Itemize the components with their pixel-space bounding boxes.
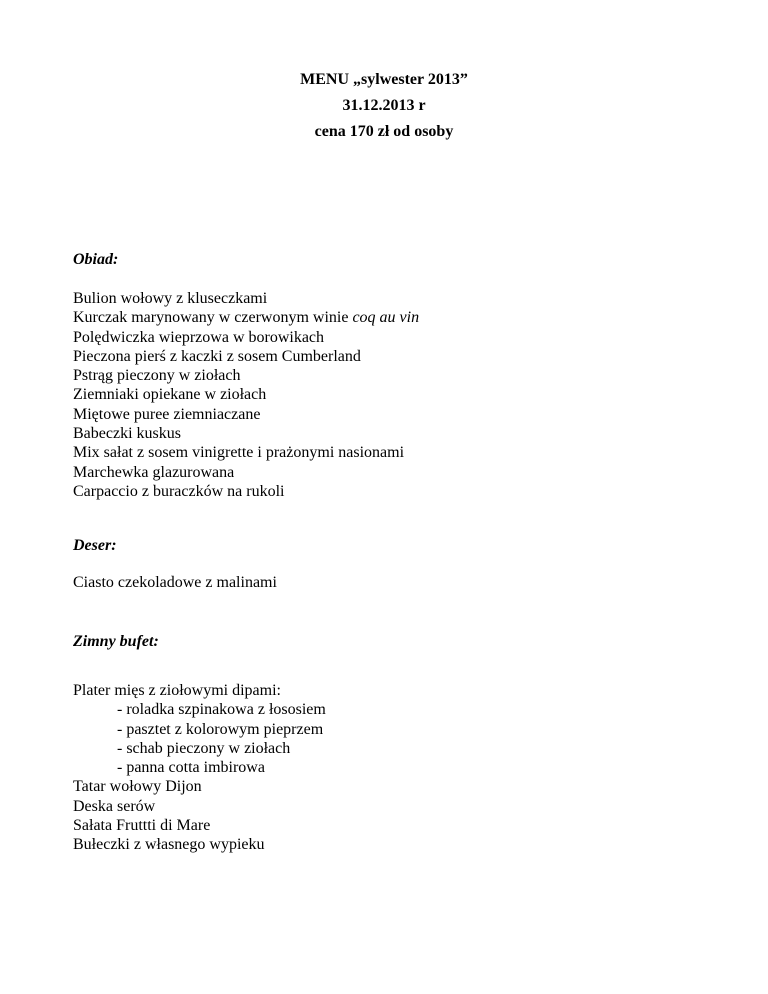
list-item: Plater mięs z ziołowymi dipami:	[73, 682, 281, 699]
list-item: Carpaccio z buraczków na rukoli	[73, 482, 285, 500]
list-item: Pieczona pierś z kaczki z sosem Cumberland	[73, 347, 361, 365]
list-item: Babeczki kuskus	[73, 425, 181, 443]
list-item: Marchewka glazurowana	[73, 463, 235, 481]
menu-header	[0, 67, 768, 145]
list-item-text: Kurczak marynowany w czerwonym winie	[73, 309, 353, 327]
menu-date: 31.12.2013 r	[342, 97, 426, 114]
list-item: Pstrąg pieczony w ziołach	[73, 367, 241, 385]
bufet-list	[73, 681, 326, 855]
list-item: Polędwiczka wieprzowa w borowikach	[73, 328, 325, 346]
list-subitem: - schab pieczony w ziołach	[117, 739, 291, 757]
list-item-italic: coq au vin	[352, 309, 420, 327]
list-item: Miętowe puree ziemniaczane	[73, 405, 261, 423]
list-subitem: - panna cotta imbirowa	[117, 759, 265, 777]
list-item: Bulion wołowy z kluseczkami	[73, 290, 268, 307]
list-item: Sałata Fruttti di Mare	[73, 817, 211, 835]
list-subitem: - pasztet z kolorowym pieprzem	[117, 720, 324, 738]
list-subitem: - roladka szpinakowa z łososiem	[117, 701, 326, 719]
list-item: Deska serów	[73, 797, 156, 815]
list-item: Tatar wołowy Dijon	[73, 778, 202, 796]
list-item	[73, 308, 419, 327]
list-item: Ciasto czekoladowe z malinami	[73, 574, 277, 591]
section-title-obiad: Obiad:	[73, 251, 119, 268]
section-title-deser: Deser:	[73, 537, 117, 554]
obiad-list	[73, 289, 419, 501]
list-item: Bułeczki z własnego wypieku	[73, 836, 265, 854]
list-item: Mix sałat z sosem vinigrette i prażonymi nasionami	[73, 444, 405, 462]
menu-price: cena 170 zł od osoby	[314, 123, 454, 140]
list-item: Ziemniaki opiekane w ziołach	[73, 386, 267, 404]
menu-title: MENU „sylwester 2013”	[300, 71, 468, 88]
section-title-bufet: Zimny bufet:	[73, 633, 159, 650]
deser-list	[73, 573, 277, 592]
